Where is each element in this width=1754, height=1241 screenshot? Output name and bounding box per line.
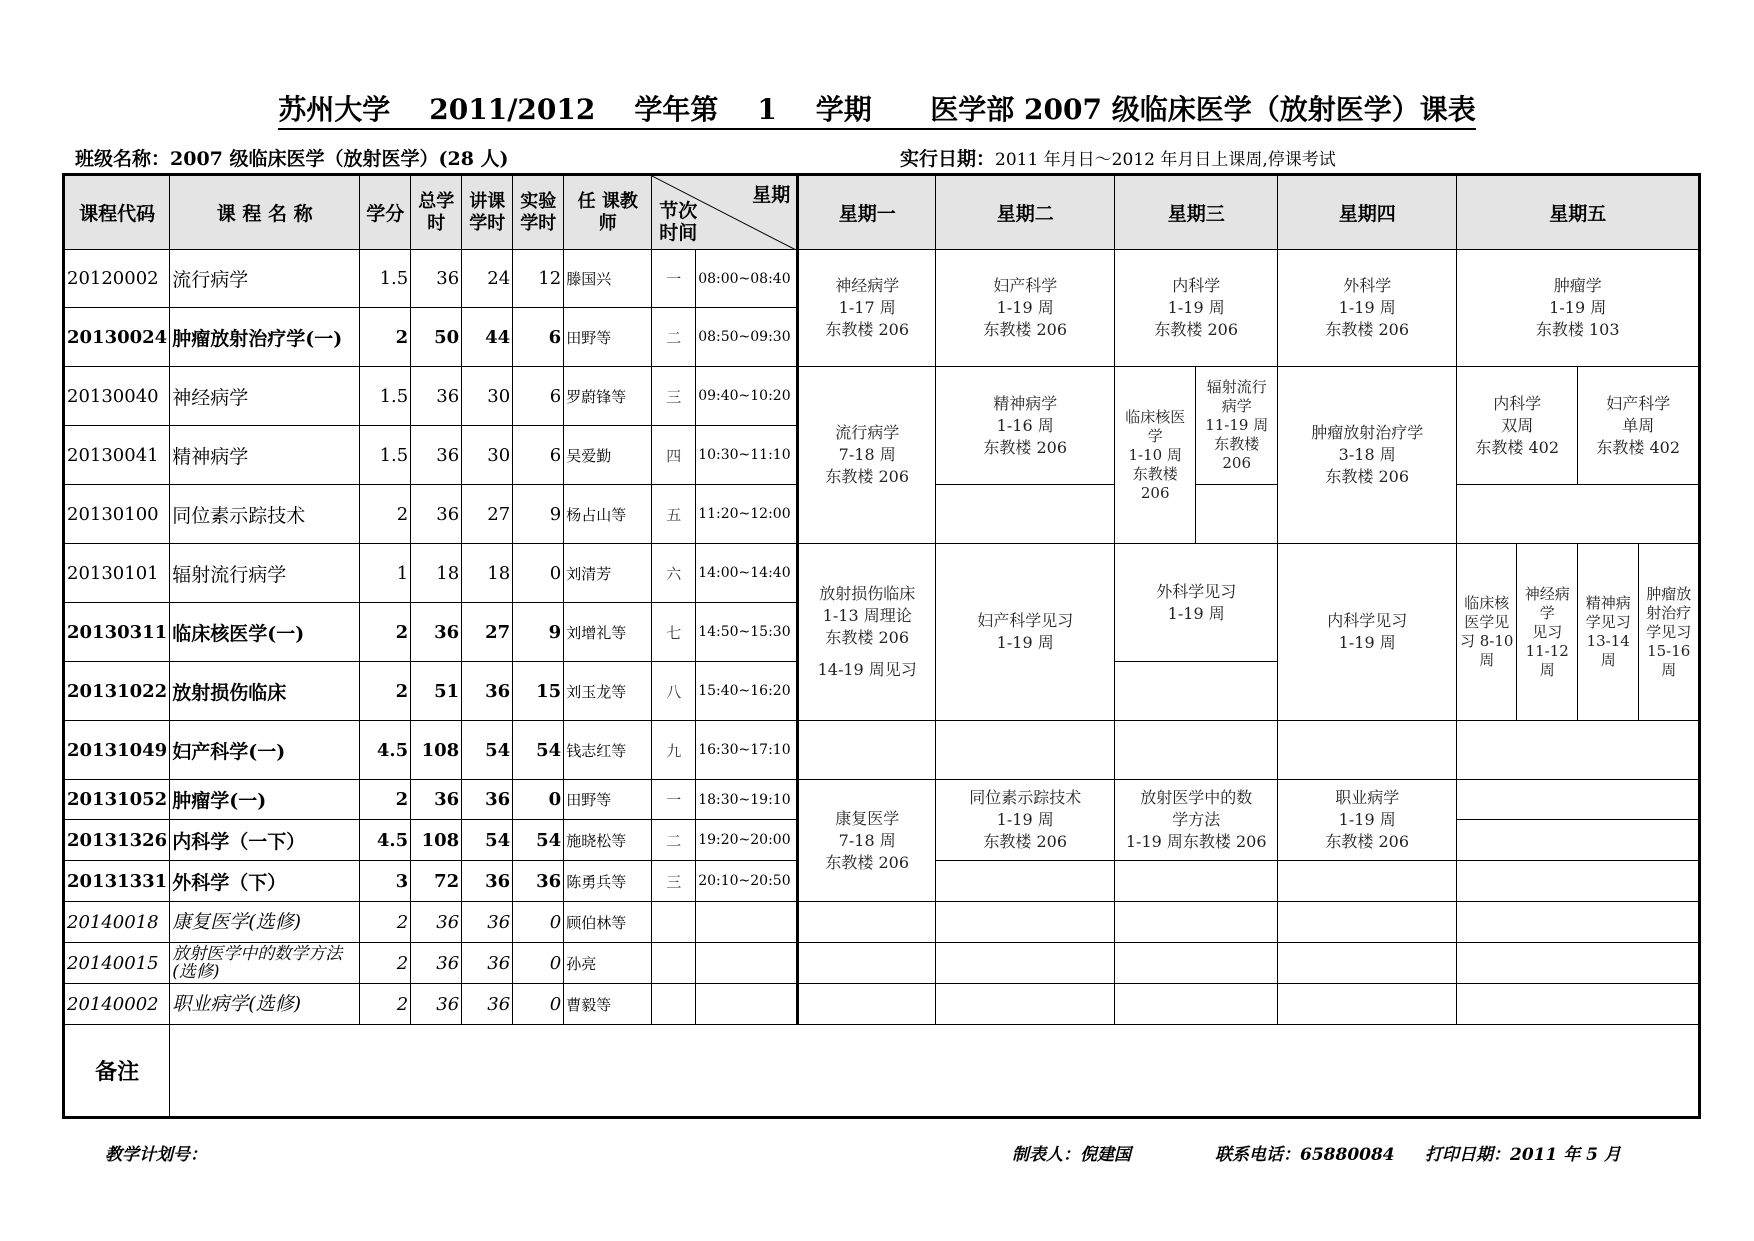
footer-maker: 制表人：倪建国 (1012, 1145, 1131, 1165)
tue-am2-class: 精神病学 1-16 周 东教楼 206 (936, 367, 1115, 485)
fri-x2-empty (1457, 943, 1700, 984)
course-lecture: 36 (462, 662, 513, 721)
course-total: 36 (411, 984, 462, 1025)
course-lecture: 36 (462, 780, 513, 820)
table-row (64, 544, 1700, 603)
section-time: 16:30~17:10 (696, 721, 798, 780)
course-name: 精神病学 (170, 426, 360, 485)
wed-ev-class: 放射医学中的数 学方法 1-19 周东教楼 206 (1115, 780, 1278, 861)
course-teacher: 孙亮 (564, 943, 652, 984)
course-name: 职业病学(选修) (170, 984, 360, 1025)
header-mon: 星期一 (798, 175, 936, 250)
remark-content (170, 1025, 1700, 1118)
section-time: 11:20~12:00 (696, 485, 798, 544)
course-code: 20130311 (64, 603, 170, 662)
course-lecture: 27 (462, 603, 513, 662)
course-lecture: 30 (462, 426, 513, 485)
fri-am3-empty (1457, 485, 1700, 544)
course-name: 康复医学(选修) (170, 902, 360, 943)
course-name: 放射损伤临床 (170, 662, 360, 721)
tue-am1-class: 妇产科学 1-19 周 东教楼 206 (936, 250, 1115, 367)
course-total: 18 (411, 544, 462, 603)
course-lecture: 36 (462, 984, 513, 1025)
section-no (652, 984, 696, 1025)
course-code: 20131022 (64, 662, 170, 721)
header-tue: 星期二 (936, 175, 1115, 250)
course-code: 20131049 (64, 721, 170, 780)
mon-p9-empty (798, 721, 936, 780)
section-time: 09:40~10:20 (696, 367, 798, 426)
mon-am2-class: 流行病学 7-18 周 东教楼 206 (798, 367, 936, 544)
header-lab: 实验学时 (513, 175, 564, 250)
effective-date: 实行日期：2011 年月日～2012 年月日上课周,停课考试 (900, 148, 1336, 170)
fri-x1-empty (1457, 902, 1700, 943)
course-credit: 1.5 (360, 426, 411, 485)
course-total: 108 (411, 820, 462, 861)
tue-p9-empty (936, 721, 1115, 780)
tue-x2-empty (936, 943, 1115, 984)
course-teacher: 陈勇兵等 (564, 861, 652, 902)
fri-am2a-class: 内科学 双周 东教楼 402 (1457, 367, 1578, 485)
course-total: 36 (411, 426, 462, 485)
table-row (64, 721, 1700, 780)
course-teacher: 杨占山等 (564, 485, 652, 544)
thu-x2-empty (1278, 943, 1457, 984)
section-no: 六 (652, 544, 696, 603)
course-teacher: 田野等 (564, 780, 652, 820)
wed-x3-empty (1115, 984, 1278, 1025)
tue-ev3-empty (936, 861, 1115, 902)
header-row (64, 175, 1700, 250)
fri-ev1-empty (1457, 780, 1700, 820)
fri-pm4-class: 肿瘤放 射治疗 学见习 15-16 周 (1639, 544, 1700, 721)
course-lab: 6 (513, 367, 564, 426)
course-credit: 2 (360, 662, 411, 721)
section-no (652, 943, 696, 984)
course-lecture: 54 (462, 721, 513, 780)
course-code: 20140002 (64, 984, 170, 1025)
course-code: 20130040 (64, 367, 170, 426)
table-row (64, 780, 1700, 820)
course-teacher: 田野等 (564, 308, 652, 367)
footer-plan: 教学计划号： (105, 1145, 207, 1165)
table-row (64, 943, 1700, 984)
header-fri: 星期五 (1457, 175, 1700, 250)
mon-pm-class: 放射损伤临床 1-13 周理论 东教楼 206 14-19 周见习 (798, 544, 936, 721)
fri-x3-empty (1457, 984, 1700, 1025)
wed-ev3-empty (1115, 861, 1278, 902)
course-teacher: 吴爱勤 (564, 426, 652, 485)
section-no: 三 (652, 861, 696, 902)
fri-pm2-class: 神经病 学 见习 11-12 周 (1517, 544, 1578, 721)
section-no: 五 (652, 485, 696, 544)
course-lecture: 18 (462, 544, 513, 603)
fri-ev2-empty (1457, 820, 1700, 861)
section-no: 九 (652, 721, 696, 780)
course-teacher: 刘增礼等 (564, 603, 652, 662)
course-name: 神经病学 (170, 367, 360, 426)
course-credit: 2 (360, 943, 411, 984)
course-credit: 2 (360, 780, 411, 820)
section-no: 二 (652, 308, 696, 367)
mon-x1-empty (798, 902, 936, 943)
course-name: 肿瘤放射治疗学(一) (170, 308, 360, 367)
schedule-table (62, 173, 1701, 1119)
section-time: 19:20~20:00 (696, 820, 798, 861)
course-lab: 54 (513, 820, 564, 861)
tue-x1-empty (936, 902, 1115, 943)
course-total: 36 (411, 250, 462, 308)
header-weekday: 星期 (752, 184, 791, 206)
table-row (64, 367, 1700, 426)
section-no: 一 (652, 250, 696, 308)
header-wed: 星期三 (1115, 175, 1278, 250)
section-time: 08:00~08:40 (696, 250, 798, 308)
footer-print-date: 打印日期：2011 年 5 月 (1425, 1145, 1621, 1165)
course-code: 20131052 (64, 780, 170, 820)
course-credit: 2 (360, 485, 411, 544)
course-name: 肿瘤学(一) (170, 780, 360, 820)
course-credit: 2 (360, 308, 411, 367)
course-total: 36 (411, 603, 462, 662)
course-credit: 1.5 (360, 250, 411, 308)
section-time: 15:40~16:20 (696, 662, 798, 721)
course-credit: 2 (360, 984, 411, 1025)
thu-x3-empty (1278, 984, 1457, 1025)
wed-am3-empty (1196, 485, 1278, 544)
tue-ev-class: 同位素示踪技术 1-19 周 东教楼 206 (936, 780, 1115, 861)
course-lab: 36 (513, 861, 564, 902)
course-total: 36 (411, 485, 462, 544)
footer-phone: 联系电话：65880084 (1215, 1145, 1395, 1165)
course-code: 20131331 (64, 861, 170, 902)
thu-ev3-empty (1278, 861, 1457, 902)
course-lab: 6 (513, 426, 564, 485)
class-name: 班级名称：2007 级临床医学（放射医学）(28 人) (75, 148, 509, 170)
fri-pm1-class: 临床核 医学见 习 8-10 周 (1457, 544, 1517, 721)
course-lecture: 36 (462, 943, 513, 984)
section-no (652, 902, 696, 943)
course-code: 20140015 (64, 943, 170, 984)
section-time: 14:50~15:30 (696, 603, 798, 662)
course-lecture: 24 (462, 250, 513, 308)
wed-x2-empty (1115, 943, 1278, 984)
mon-am1-class: 神经病学 1-17 周 东教楼 206 (798, 250, 936, 367)
header-section-time: 节次时间 (659, 200, 698, 244)
wed-am2a-class: 临床核医 学 1-10 周 东教楼 206 (1115, 367, 1196, 544)
course-total: 108 (411, 721, 462, 780)
course-credit: 1.5 (360, 367, 411, 426)
course-credit: 2 (360, 603, 411, 662)
remark-label: 备注 (64, 1025, 170, 1118)
section-time: 18:30~19:10 (696, 780, 798, 820)
thu-x1-empty (1278, 902, 1457, 943)
course-name: 同位素示踪技术 (170, 485, 360, 544)
course-name: 妇产科学(一) (170, 721, 360, 780)
course-teacher: 顾伯林等 (564, 902, 652, 943)
course-lab: 0 (513, 902, 564, 943)
course-code: 20130024 (64, 308, 170, 367)
course-name: 内科学（一下） (170, 820, 360, 861)
thu-am2-class: 肿瘤放射治疗学 3-18 周 东教楼 206 (1278, 367, 1457, 544)
header-code: 课程代码 (64, 175, 170, 250)
fri-am1-class: 肿瘤学 1-19 周 东教楼 103 (1457, 250, 1700, 367)
header-teacher: 任 课教 师 (564, 175, 652, 250)
header-thu: 星期四 (1278, 175, 1457, 250)
thu-p9-empty (1278, 721, 1457, 780)
course-lab: 0 (513, 943, 564, 984)
table-row (64, 250, 1700, 308)
fri-p9-empty (1457, 721, 1700, 780)
course-code: 20130041 (64, 426, 170, 485)
section-no: 二 (652, 820, 696, 861)
wed-pm3-empty (1115, 662, 1278, 721)
course-credit: 2 (360, 902, 411, 943)
header-total: 总学时 (411, 175, 462, 250)
wed-pm-class: 外科学见习 1-19 周 (1115, 544, 1278, 662)
course-lecture: 44 (462, 308, 513, 367)
section-no: 七 (652, 603, 696, 662)
tue-x3-empty (936, 984, 1115, 1025)
course-lab: 15 (513, 662, 564, 721)
wed-am2b-class: 辐射流行 病学 11-19 周 东教楼 206 (1196, 367, 1278, 485)
course-lecture: 30 (462, 367, 513, 426)
course-credit: 1 (360, 544, 411, 603)
course-teacher: 罗蔚锋等 (564, 367, 652, 426)
course-lecture: 36 (462, 861, 513, 902)
course-code: 20130101 (64, 544, 170, 603)
course-lab: 54 (513, 721, 564, 780)
header-diagonal (652, 175, 798, 250)
course-name: 外科学（下） (170, 861, 360, 902)
section-no: 一 (652, 780, 696, 820)
course-lecture: 54 (462, 820, 513, 861)
remark-row (64, 1025, 1700, 1118)
course-name: 放射医学中的数学方法(选修) (170, 943, 360, 984)
section-time: 10:30~11:10 (696, 426, 798, 485)
thu-pm-class: 内科学见习 1-19 周 (1278, 544, 1457, 721)
course-teacher: 施晓松等 (564, 820, 652, 861)
section-time (696, 902, 798, 943)
section-no: 四 (652, 426, 696, 485)
course-teacher: 刘清芳 (564, 544, 652, 603)
header-lecture: 讲课学时 (462, 175, 513, 250)
section-no: 三 (652, 367, 696, 426)
course-code: 20130100 (64, 485, 170, 544)
course-code: 20120002 (64, 250, 170, 308)
course-code: 20131326 (64, 820, 170, 861)
tue-am3-empty (936, 485, 1115, 544)
course-teacher: 曹毅等 (564, 984, 652, 1025)
table-row (64, 984, 1700, 1025)
course-total: 51 (411, 662, 462, 721)
course-total: 36 (411, 780, 462, 820)
wed-p9-empty (1115, 721, 1278, 780)
header-credit: 学分 (360, 175, 411, 250)
section-time: 20:10~20:50 (696, 861, 798, 902)
course-teacher: 滕国兴 (564, 250, 652, 308)
course-credit: 3 (360, 861, 411, 902)
wed-x1-empty (1115, 902, 1278, 943)
tue-pm-class: 妇产科学见习 1-19 周 (936, 544, 1115, 721)
course-teacher: 刘玉龙等 (564, 662, 652, 721)
course-teacher: 钱志红等 (564, 721, 652, 780)
section-time (696, 943, 798, 984)
course-total: 36 (411, 367, 462, 426)
section-time (696, 984, 798, 1025)
thu-am1-class: 外科学 1-19 周 东教楼 206 (1278, 250, 1457, 367)
mon-x2-empty (798, 943, 936, 984)
fri-ev3-empty (1457, 861, 1700, 902)
course-name: 临床核医学(一) (170, 603, 360, 662)
course-lab: 12 (513, 250, 564, 308)
section-time: 14:00~14:40 (696, 544, 798, 603)
course-lab: 9 (513, 603, 564, 662)
course-credit: 4.5 (360, 820, 411, 861)
page-title: 苏州大学 2011/2012 学年第 1 学期 医学部 2007 级临床医学（放射医学）课表 (0, 88, 1754, 128)
mon-ev-class: 康复医学 7-18 周 东教楼 206 (798, 780, 936, 902)
course-total: 50 (411, 308, 462, 367)
course-lecture: 36 (462, 902, 513, 943)
course-lab: 6 (513, 308, 564, 367)
course-credit: 4.5 (360, 721, 411, 780)
course-name: 流行病学 (170, 250, 360, 308)
thu-ev-class: 职业病学 1-19 周 东教楼 206 (1278, 780, 1457, 861)
course-name: 辐射流行病学 (170, 544, 360, 603)
section-time: 08:50~09:30 (696, 308, 798, 367)
course-total: 72 (411, 861, 462, 902)
course-code: 20140018 (64, 902, 170, 943)
section-no: 八 (652, 662, 696, 721)
table-row (64, 902, 1700, 943)
fri-pm3-class: 精神病 学见习 13-14 周 (1578, 544, 1639, 721)
mon-x3-empty (798, 984, 936, 1025)
course-total: 36 (411, 902, 462, 943)
course-lab: 0 (513, 544, 564, 603)
header-name: 课 程 名 称 (170, 175, 360, 250)
course-lab: 0 (513, 984, 564, 1025)
course-lab: 0 (513, 780, 564, 820)
course-lecture: 27 (462, 485, 513, 544)
course-lab: 9 (513, 485, 564, 544)
course-total: 36 (411, 943, 462, 984)
fri-am2b-class: 妇产科学 单周 东教楼 402 (1578, 367, 1700, 485)
wed-am1-class: 内科学 1-19 周 东教楼 206 (1115, 250, 1278, 367)
